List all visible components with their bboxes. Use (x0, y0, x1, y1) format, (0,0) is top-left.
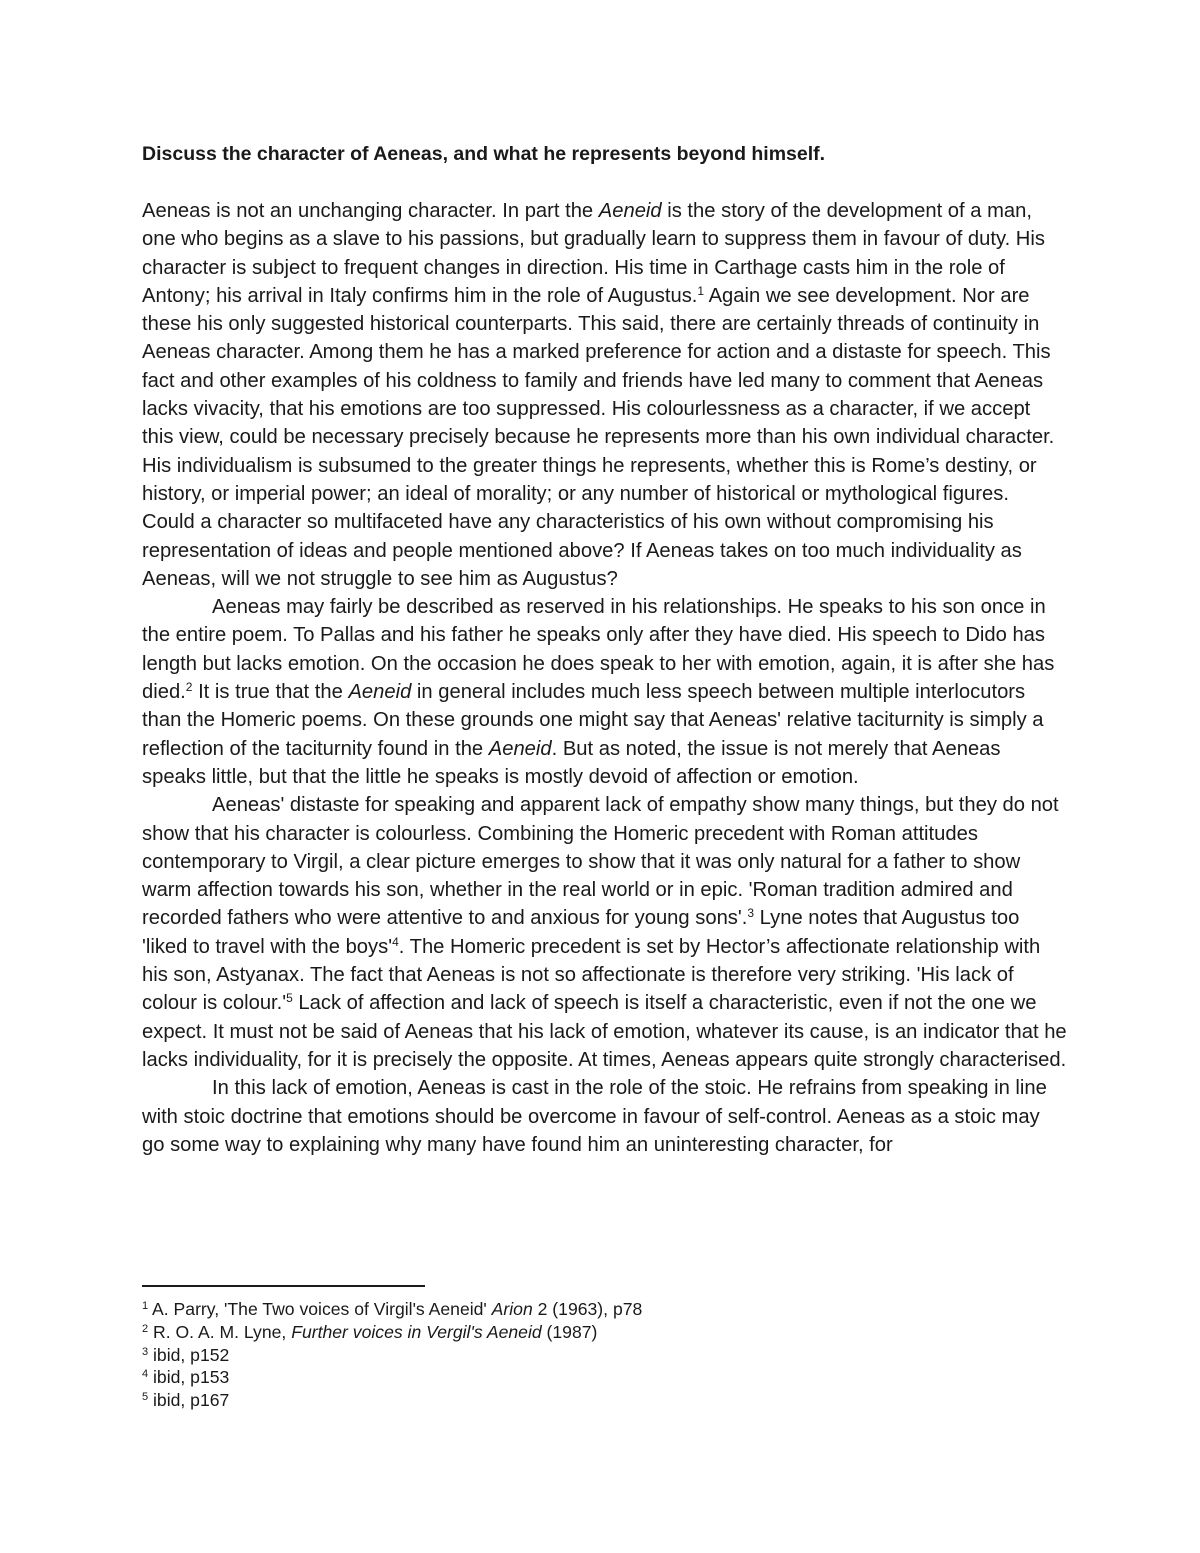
text-run: Aeneas is not an unchanging character. In part the (142, 200, 599, 222)
footnote (142, 1298, 1042, 1321)
text-run: Aeneas may fairly be described as reserved in his relationships. He speaks to his son once in the entire poem. To Pallas and his father he speaks only after they have died. His speech to Dido has length but lacks emotion. On the occasion he does speak to her with emotion, again, it is after she has died. (142, 596, 1055, 704)
text-run: . But as noted, the issue is not merely that Aeneas speaks little, but that the little he speaks is mostly devoid of affection or emotion. (142, 737, 1001, 788)
footnote-separator (142, 1285, 425, 1287)
text-run: ibid, p152 (148, 1344, 230, 1365)
footnote-ref: 3 (747, 906, 755, 921)
italic-text: Arion (491, 1299, 533, 1319)
essay-body (142, 197, 1067, 1159)
italic-text: Aeneid (488, 737, 552, 760)
footnote (142, 1389, 1042, 1412)
footnote-ref: 4 (392, 934, 399, 949)
text-run: R. O. A. M. Lyne, (148, 1321, 292, 1342)
text-run: in general includes much less speech between multiple interlocutors than the Homeric poems. On these grounds one might say that Aeneas' relative taciturnity is simply a reflection of the taciturnity found in the (142, 681, 1044, 760)
footnote (142, 1344, 1042, 1367)
footnote-number: 2 (142, 1322, 149, 1335)
text-run: ibid, p167 (148, 1390, 230, 1411)
footnote-number: 4 (142, 1368, 149, 1381)
text-run: Lack of affection and lack of speech is itself a characteristic, even if not the one we expect. It must not be said of Aeneas that his lack of emotion, whatever its cause, is an indicator that he lacks individuality, for it is precisely the opposite. At times, Aeneas appears quite strongly characterised. (142, 992, 1067, 1071)
paragraph (142, 593, 1067, 791)
text-run: Again we see development. Nor are these his only suggested historical counterparts. This said, there are certainly threads of continuity in Aeneas character. Among them he has a marked preference for action and a distaste for speech. This fact and other examples of his coldness to family and friends have led many to comment that Aeneas lacks vivacity, that his emotions are too suppressed. His colourlessness as a character, if we accept this view, could be necessary precisely because he represents more than his own individual character. His individualism is subsumed to the greater things he represents, whether this is Rome’s destiny, or history, or imperial power; an ideal of morality; or any number of historical or mythological figures. Could a character so multifaceted have any characteristics of his own without compromising his representation of ideas and people mentioned above? If Aeneas takes on too much individuality as Aeneas, will we not struggle to see him as Augustus? (142, 284, 1055, 590)
footnote-ref: 1 (697, 283, 705, 298)
text-run: 2 (1963), p78 (532, 1299, 643, 1319)
footnote (142, 1321, 1042, 1344)
paragraph (142, 791, 1067, 1074)
text-run: Aeneas' distaste for speaking and apparent lack of empathy show many things, but they do not show that his character is colourless. Combining the Homeric precedent with Roman attitudes contemporary to Virgil, a clear picture emerges to show that it was only natural for a father to show warm affection towards his son, whether in the real world or in epic. 'Roman tradition admired and recorded fathers who were attentive to and anxious for young sons'. (142, 794, 1059, 930)
footnote-ref: 2 (185, 680, 193, 695)
footnotes-section (142, 1298, 1042, 1412)
text-run: A. Parry, 'The Two voices of Virgil's Aeneid' (148, 1299, 492, 1319)
italic-text: Aeneid (348, 681, 412, 704)
text-run: is the story of the development of a man, one who begins as a slave to his passions, but gradually learn to suppress them in favour of duty. His character is subject to frequent changes in direction. His time in Carthage casts him in the role of Antony; his arrival in Italy confirms him in the role of Augustus. (142, 200, 1045, 307)
footnote-number: 1 (142, 1300, 149, 1312)
page-title: Discuss the character of Aeneas, and what he represents beyond himself. (142, 143, 826, 165)
paragraph (142, 1074, 1067, 1159)
text-run: Lyne notes that Augustus too 'liked to travel with the boys' (142, 907, 1020, 958)
footnote (142, 1366, 1042, 1389)
text-run: (1987) (541, 1321, 598, 1342)
text-run: ibid, p153 (148, 1367, 230, 1388)
text-run: . The Homeric precedent is set by Hector’s affectionate relationship with his son, Astyanax. The fact that Aeneas is not so affectionate is therefore very striking. 'His lack of colour is colour.' (142, 935, 1041, 1015)
text-run: It is true that the (192, 681, 349, 704)
footnote-number: 5 (142, 1391, 149, 1404)
footnote-ref: 5 (286, 991, 293, 1006)
paragraph (142, 197, 1067, 593)
footnote-number: 3 (142, 1345, 149, 1358)
italic-text: Further voices in Vergil's Aeneid (291, 1321, 542, 1342)
italic-text: Aeneid (598, 200, 662, 222)
text-run: In this lack of emotion, Aeneas is cast in the role of the stoic. He refrains from speaking in line with stoic doctrine that emotions should be overcome in favour of self-control. Aeneas as a stoic may go some way to explaining why many have found him an uninteresting character, for (142, 1077, 1047, 1156)
